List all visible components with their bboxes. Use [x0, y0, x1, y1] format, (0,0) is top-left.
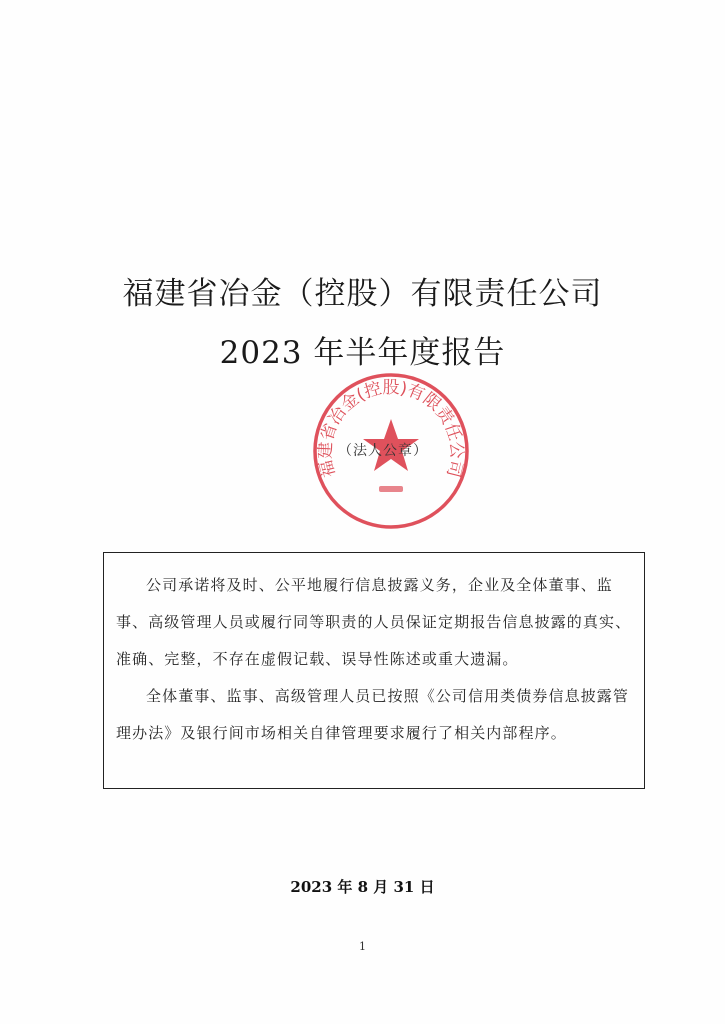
svg-text:福建省冶金(控股)有限责任公司: 福建省冶金(控股)有限责任公司 — [315, 377, 467, 480]
notice-paragraph-2: 全体董事、监事、高级管理人员已按照《公司信用类债券信息披露管理办法》及银行间市场相关自律管理要求履行了相关内部程序。 — [116, 687, 630, 742]
notice-box — [103, 552, 645, 789]
report-date: 2023 年 8 月 31 日 — [290, 878, 435, 896]
seal-note: （法人公章） — [338, 443, 428, 459]
company-title: 福建省冶金（控股）有限责任公司 — [122, 276, 603, 312]
page-number: 1 — [359, 940, 366, 953]
notice-paragraph-1: 公司承诺将及时、公平地履行信息披露义务，企业及全体董事、监事、高级管理人员或履行同等职责的人员保证定期报告信息披露的真实、准确、完整，不存在虚假记载、误导性陈述或重大遗漏。 — [116, 576, 632, 668]
report-title: 2023 年半年度报告 — [219, 335, 506, 371]
